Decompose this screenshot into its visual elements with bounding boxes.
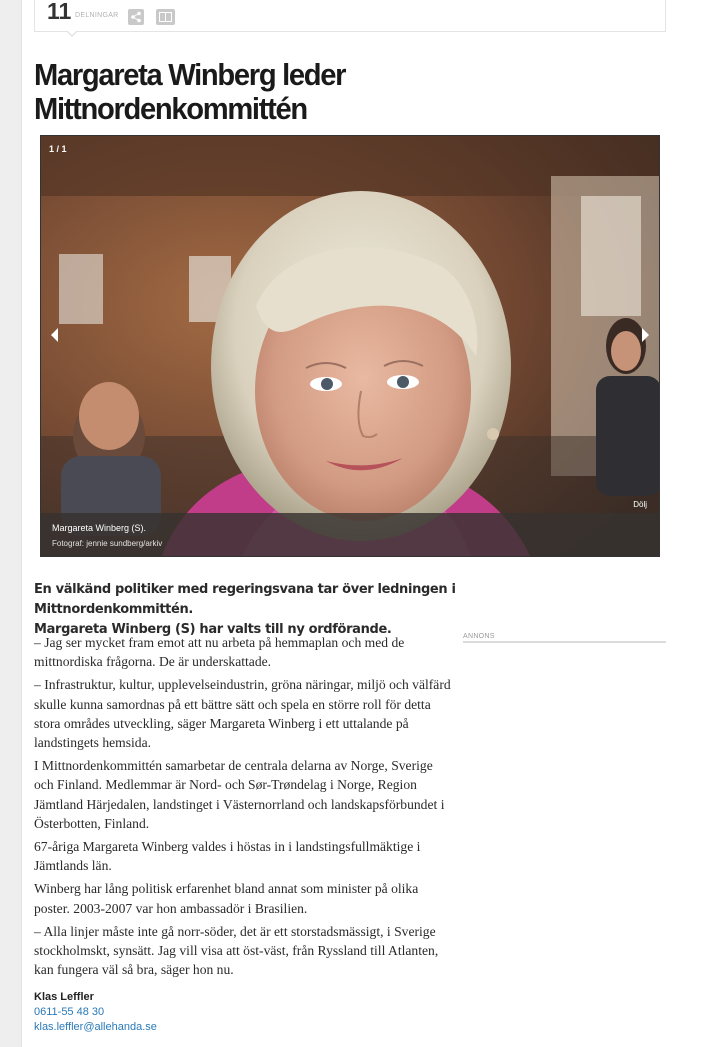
share-bar: [34, 0, 666, 32]
left-rail: [0, 0, 22, 1047]
body-paragraph: I Mittnordenkommittén samarbetar de centrala delarna av Norge, Sverige och Finland. Medlemmar är Nord- och Sør-Trøndelag i Norge, Region Jämtland Härjedalen, landstinget i Västernorrland och landskapsförbundet i Österbotten, Finland.: [34, 758, 445, 831]
lead-line-2: Margareta Winberg (S) har valts till ny ordförande.: [34, 622, 392, 637]
author-email[interactable]: klas.leffler@allehanda.se: [34, 1021, 157, 1033]
share-icon[interactable]: [128, 9, 144, 25]
reader-icon[interactable]: [156, 9, 175, 25]
body-paragraph: – Alla linjer måste inte gå norr-söder, det är ett storstadsmässigt, i Sverige stockholmskt, synsätt. Jag vill visa att öst-väst, från Ryssland till Atlanten, kan fungera väl så bra, säger hon nu.: [34, 923, 439, 978]
gallery-counter: 1 / 1: [49, 144, 67, 154]
share-bar-caret: [66, 31, 78, 37]
caption-bar: [41, 513, 660, 557]
hide-caption-button[interactable]: Dölj: [633, 500, 647, 509]
photo-credit: Fotograf: jennie sundberg/arkiv: [52, 539, 163, 548]
author-phone[interactable]: 0611-55 48 30: [34, 1006, 105, 1018]
page-title: [34, 58, 598, 126]
lead-line-1: En välkänd politiker med regeringsvana tar över ledningen i Mittnordenkommittén.: [34, 582, 456, 617]
photo-caption: Margareta Winberg (S).: [52, 523, 147, 533]
ad-label: ANNONS: [463, 633, 666, 643]
share-count-label: DELNINGAR: [75, 12, 119, 19]
article-body: [34, 633, 454, 983]
gallery-prev-icon[interactable]: [51, 328, 58, 342]
image-gallery[interactable]: [40, 135, 660, 557]
body-paragraph: 67-åriga Margareta Winberg valdes i höstas in i landstingsfullmäktige i Jämtlands län.: [34, 839, 421, 874]
article-photo: [41, 136, 660, 557]
body-paragraph: – Jag ser mycket fram emot att nu arbeta på hemmaplan och med de mittnordiska frågorna. De är underskattade.: [34, 635, 405, 670]
body-paragraph: – Infrastruktur, kultur, upplevelseindustrin, gröna näringar, miljö och välfärd skulle kunna samordnas på ett bättre sätt och spela en större roll för detta stora områdes utveckling, säger Margareta Winberg i ett uttalande på landstingets hemsida.: [34, 677, 451, 751]
headline-line-1: Margareta Winberg leder: [34, 57, 346, 92]
headline-line-2: Mittnordenkommittén: [34, 91, 307, 126]
author-name: Klas Leffler: [34, 991, 94, 1003]
share-count: 11: [47, 0, 72, 24]
article-lead: [34, 580, 574, 640]
body-paragraph: Winberg har lång politisk erfarenhet bland annat som minister på olika poster. 2003-2007 var hon ambassadör i Brasilien.: [34, 881, 419, 916]
gallery-next-icon[interactable]: [642, 328, 649, 342]
byline: [34, 990, 157, 1035]
